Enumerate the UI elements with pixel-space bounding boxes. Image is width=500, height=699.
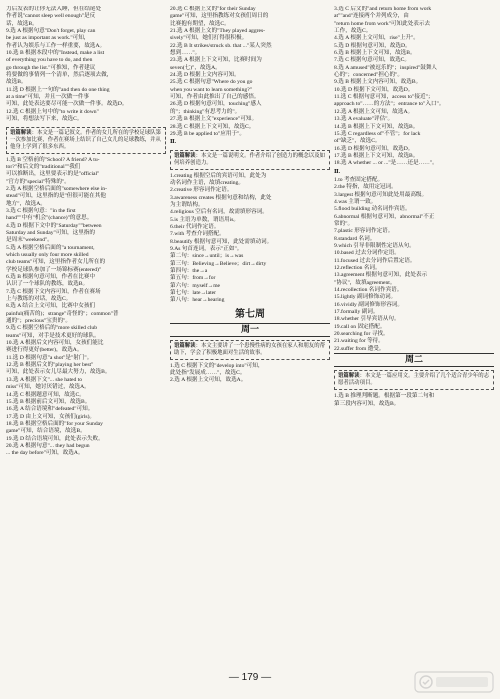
answer-line: 10.选 B 根据本段中的"Instead, make a list [6,50,105,57]
answer-line: 10.based 过去分词作定语。 [334,250,400,257]
answer-line: 7.with 考查介词搭配。 [170,231,225,238]
answer-line: 通的"；precious"宝贵的"。 [6,318,71,325]
answer-line: 6.选 B 根据句意可知，作者在比赛中 [6,274,96,280]
answer-line: 9.选 B 根据上文内容可知，故选B。 [334,79,422,86]
answer-line: 23.选 A 根据上下文可知，比赛时间为 [170,57,262,64]
answer-line: 1.选 C 根据下文的"develop into"可知， [170,362,264,369]
correction-line: 第五句：from→for [170,275,216,282]
col1-mid-lines [6,157,166,458]
answer-line: 的"；thinking"有思考力的"。 [170,108,241,115]
answer-line: which usually only four more skilled [6,251,89,258]
correction-line: 第八句：hear→hearing [170,297,225,304]
answer-line: "官方的"special"特殊的"。 [6,178,70,185]
answer-line: 赛进行得更好(better)，故选A。 [6,347,83,354]
summary-tag: 语篇解读 [174,342,196,349]
summary-text: 本文是一篇说明文。作者介绍了创造力的概念以及如何培养创造力。 [174,152,325,166]
answer-line: 14.选 C 根据题意可知，故选C。 [6,391,85,398]
correction-line: 第三句：Believing→Believe；dirt→dirty [170,260,267,267]
answer-line: 此处指"发展成……"，故选C。 [170,370,246,377]
answer-line: seven(七)"，故选A。 [170,64,221,71]
col1-top-lines [6,6,166,124]
answer-line: 25.选 C 根据句意"Where do you go [170,79,253,86]
answer-line: 7.plastic 形容词作定语。 [334,228,394,235]
col3-bottom-lines [334,393,494,408]
answer-line: 17.选 B 根据上下文可知，故选B。 [334,152,419,159]
answer-line: 动名词作主语，故填creating。 [170,179,244,186]
answer-line: 7.选 C 根据句意可知，故选C。 [334,57,410,64]
answer-line: 3.awareness creates 根据句意和结构，此处 [170,194,272,201]
answer-line: 6.选 B 根据上下文可知，故选B。 [334,50,416,57]
answer-line: 16.选 A 结合语境和"defeated"可知。 [6,406,94,413]
correction-line: 第七句：late→later [170,290,216,297]
answer-line: 上与教练的对话，故选C。 [6,296,72,303]
answer-line: 18.选 A whether ... or ..."是……还是……"。 [334,160,438,167]
answer-line: 22.suffer from 遭受。 [334,345,385,352]
answer-line: 是周末"weekend"。 [6,237,53,244]
answer-line: 可知，此处表示女儿尽最大努力，故选B。 [6,369,111,376]
answer-line: 17.选 D 由上文可知，女孩们(girls)。 [6,413,96,420]
section-roman-numeral: Ⅱ. [334,168,341,175]
day-heading-tuesday: 周二 [334,353,494,367]
answer-line: 5.flood building 动名词作宾语。 [334,206,411,213]
answer-line: 10.选 D 根据下文可知，故选D。 [334,86,414,93]
answer-line: 21.waiting for 等待。 [334,338,384,345]
answer-line: 5.is 主语为单数，谓语用is。 [170,216,239,223]
correction-line: 第六句：myself→me [170,282,221,289]
answer-line: 力后发表的让你无法入睡，但在结尾处 [6,6,102,12]
answer-line: stead"可知，这里指的是"但很可能在其他 [6,193,106,200]
answer-line: 第三段内容可知，故选B。 [334,400,400,407]
answer-line: 13.agreement 根据句意可知，此处表示 [334,272,428,279]
answer-line: 20.选 C 根据上文的"for their Sunday [170,6,256,12]
passage-summary-box: 语篇解读：本文是一篇说明文。作者介绍了创造力的概念以及如何培养创造力。 [170,150,330,170]
answer-line: 3.选 C 根据句意："in the first [6,207,76,214]
col3-top-lines [334,6,494,168]
col2-bottom-lines [170,363,330,385]
answer-line: 20.选 A 根据句意"... they had begun [6,442,90,449]
answer-line: 4.was 主谓一致。 [334,198,377,205]
answer-line: approach to"……的方法"；entrance to"入口"。 [334,101,445,108]
answer-line: 26.选 D 根据句意可知，touching"感人 [170,101,262,108]
answer-line: 工作，故选C。 [334,28,372,35]
answer-line: 16.vividly 副词修饰形容词。 [334,301,403,308]
col2-mid-lines [170,173,330,254]
answer-line: 心的"；concerned"担心的"。 [334,72,403,79]
passage-summary-box: 语篇解读：本文是一篇记叙文。作者的女儿所在的学校足球队第一次参加比赛，作者在赛场上结识了自己女儿的足球教练，并从他身上学到了很多东西。 [6,127,166,154]
answer-line: painful(痛苦的)；strange"奇怪的"；common"普 [6,310,119,317]
answer-line: "return home from work"可知此处表示去 [334,20,431,27]
answer-line: 4.religious 空后有名词，故需填形容词。 [170,209,268,216]
vocab-corrections [170,253,330,304]
answer-line: 8.beautify 根据句意可知，此处需填动词。 [170,238,273,245]
answer-line: 作者说"cannot sleep well enough"是反 [6,13,96,20]
answer-line: 话，故选B。 [6,20,38,27]
answer-line: of"缺乏"，故选C。 [334,138,381,145]
answer-line: 2.creative 形容词作定语。 [170,187,233,194]
answer-line: 18.whether 引导宾语从句。 [334,316,400,323]
answer-line: 3.largest 根据句意可知此处用最高级。 [334,191,428,198]
answer-line: Saturday and Sunday"可知，这里指的 [6,229,95,236]
answer-line: miss"可知，她讨厌错过，故选A。 [6,384,90,391]
answer-line: 6.their 代词作定语。 [170,223,220,230]
summary-text: 本文是一篇记叙文。作者的女儿所在的学校足球队第一次参加比赛，作者在赛场上结识了自己女儿的足球教练，并从他身上学到了很多东西。 [10,129,161,150]
answer-line: 8.选 A 结合上文可知，比赛中女孩们 [6,303,96,310]
answer-line: game"可知，这里指教练对女孩们周日的 [170,13,269,20]
answer-line: 20.searching for 寻找。 [334,331,389,338]
answer-line: 故选B。 [6,79,27,86]
answer-line: 1.选 B 空格前的"School? A friend? A tu- [6,156,100,163]
answer-line: 1.to 考查固定搭配。 [334,176,384,183]
answer-line: 11.focused 过去分词作后置定语。 [334,257,416,264]
three-column-layout [6,6,494,674]
answer-line: 学校足球队参加了一场锦标赛(entered)" [6,266,102,273]
answer-line: 5.选 D 根据句意可知，故选D。 [334,42,411,49]
answer-line: 13.选 A evaluate"评估"。 [334,116,394,123]
answer-line: hand""中有"机会"(chance)"的意思。 [6,215,93,222]
answer-line: at""and"连接两个并列成分，由 [334,13,409,20]
answer-line: 地方"，故选A。 [6,200,46,207]
answer-line: 15.选 B 根据前后文可知，故选B。 [6,398,91,405]
answer-line: 9.As 句首连词，表示"正如"。 [170,245,243,252]
summary-tag: 语篇解读 [338,373,360,380]
column-left [6,6,166,674]
answer-line: 4.选 A 根据上文可知，rise"上升"。 [334,35,419,42]
answer-line: 12.reflection 名词。 [334,265,381,272]
answer-line: 28.选 C 根据上下文可知，故选C。 [170,123,255,130]
answer-line: teams"可知，对手是技术更好的球队。 [6,332,100,339]
answer-line: 21.选 A 根据上文的"They played aggres- [170,28,266,35]
answer-line: 可以推断出，这里要表示的是"official" [6,171,100,178]
day-heading-monday: 周一 [170,323,330,337]
answer-line: 19.call on 固定搭配。 [334,323,386,330]
page-footer: — 179 — [228,672,272,683]
answer-line: 可知，将想法写下来，故选C。 [6,116,83,123]
answer-line: game"可知，结合语境，故选B。 [6,428,86,435]
correction-line: 第二句：since→until；is→was [170,253,244,260]
answer-line: 7.选 C 根据下文内容可知，作者在赛场 [6,288,101,295]
answer-line: 29.选 B be applied to"应用于"。 [170,130,245,137]
answer-line: 1.选 B 推理判断题。根据第一段第二句和 [334,393,435,400]
answer-line: 14.选 B 根据上下文可知，故选B。 [334,123,419,130]
answer-line: tor?"和后文的"traditional""我们 [6,163,81,170]
summary-tag: 语篇解读 [174,152,196,159]
answer-line: when you want to learn something?" [170,86,252,93]
answer-line: 14.recollection 名词作宾语。 [334,287,403,294]
answer-line: 作者认为娱乐与工作一样重要，故选A。 [6,42,106,49]
passage-summary-box: 语篇解读：本文是一篇应用文。主要介绍了几个适合青少年的志愿者活动项目。 [334,370,494,390]
section-roman-numeral: Ⅱ. [170,139,177,146]
answer-line: 3.选 C 后文的"and return home from work [334,6,432,12]
col3-mid-lines [334,177,494,353]
answer-line: 9.选 C 根据空格后的"more skilled club [6,325,97,332]
answer-line: 12.选 A 根据上文可知，故选A。 [334,108,414,115]
passage-summary-box: 语篇解读：本文主要讲了一个患慢性病的女孩在家人和朋友的帮助下，学会了积极地面对生活的故事。 [170,340,330,360]
column-right [334,6,494,674]
answer-line: 12.选 B 根据后文的"playing her best" [6,362,94,369]
col2-top-lines [170,6,330,138]
answer-line: 10.选 A 根据后文内容可知，女孩们能比 [6,340,104,347]
answer-line: 9.选 A 根据句意"Don't forget, play can [6,28,96,35]
page-number: 179 [241,672,259,683]
answer-line: "协议"，故填agreement。 [334,279,396,286]
answer-line: 为主谓结构。 [170,201,204,208]
answer-line: 11.选 C 根据句意可知，access to"接近"； [334,94,434,101]
week-heading: 第七周 [235,308,265,320]
answer-line: 24.选 D 根据上文内容可知。 [170,72,240,79]
answer-line: 11.选 D 根据上一句的"and then do one thing [6,86,110,93]
correction-line: 第四句：the→a [170,268,208,274]
answer-line: 1.creating 根据空后的宾语可知，此处为 [170,172,267,179]
answer-line: go through the list."可推知，作者建议 [6,64,96,71]
answer-line: 想到……"。 [170,50,201,57]
answer-line: 18.选 B 根据空格后面的"for your Sunday [6,420,103,427]
answer-line: 认识了一个球队的教练，故选B。 [6,281,89,288]
summary-text: 本文是一篇应用文。主要介绍了几个适合青少年的志愿者活动项目。 [338,373,489,387]
answer-line: 16.选 D 根据句意可知，故选D。 [334,145,414,152]
answer-line: be just as important as work."可知， [6,35,90,42]
answer-line: 8.选 A amused"被逗乐的"；inspired"鼓舞人 [334,64,438,71]
answer-line: ... the day before"可知，故选A。 [6,450,84,457]
answer-line: 17.formally 副词。 [334,309,379,316]
answer-line: 8.standard 名词。 [334,235,376,242]
answer-line: 11.选 D 根据句意"a shot"是"射门"。 [6,354,93,361]
answer-line: 27.选 B 根据上文"experience"可知。 [170,116,258,123]
answer-line: of everything you have to do, and then [6,57,93,64]
answer-line: 可知，作者由此推出了自己的感悟。 [170,94,260,101]
answer-line: at a time"可知，并且一次做一件事 [6,94,90,101]
watermark-logo-icon [414,669,494,695]
answer-line: 2.the 特指，故用定冠词。 [334,184,397,191]
column-middle [170,6,330,674]
answer-line: sively"可知，她们打得很积极。 [170,35,248,42]
answer-line: 15.lightly 副词修饰动词。 [334,294,397,301]
answer-line: 2.选 A 根据上文可知，故选A。 [170,377,247,384]
answer-line: 19.选 D 结合语境可知，此处表示失败。 [6,435,104,442]
answer-line: 12.选 C 根据上句中的"to write it down" [6,108,99,115]
answer-line: 22.选 B It strikes/struck sb. that ..."某人突然 [170,42,272,49]
answer-line: 6.abnormal 根据句意可知，abnormal"不正 [334,213,435,220]
answer-line: 常的"。 [334,220,354,227]
answer-line: 2.选 A 根据空格后面的"somewhere else in- [6,185,107,192]
answer-line: 13.选 A 根据下文"... she hated to [6,376,83,383]
answer-line: 4.选 D 根据下文中的"Saturday""between [6,222,102,229]
answer-line: 比赛抱有期望，故选C。 [170,20,230,27]
answer-line: 5.选 A 根据空格后面的"a tournament, [6,244,95,251]
summary-text: 本文主要讲了一个患慢性病的女孩在家人和朋友的帮助下，学会了积极地面对生活的故事。 [174,342,325,356]
answer-line: 9.which 引导非限制性定语从句。 [334,243,415,249]
answer-line: 将要做的事情列一个清单，然后逐项去做， [6,72,113,79]
summary-tag: 语篇解读 [10,129,32,136]
answer-line: 可知，此处表达要尽可能一次做一件事。故选D。 [6,101,128,108]
answer-line: club teams"可知，这里指作者女儿所在的 [6,259,106,266]
answer-line: 15.选 C regardless of"不管"；for lack [334,130,421,137]
